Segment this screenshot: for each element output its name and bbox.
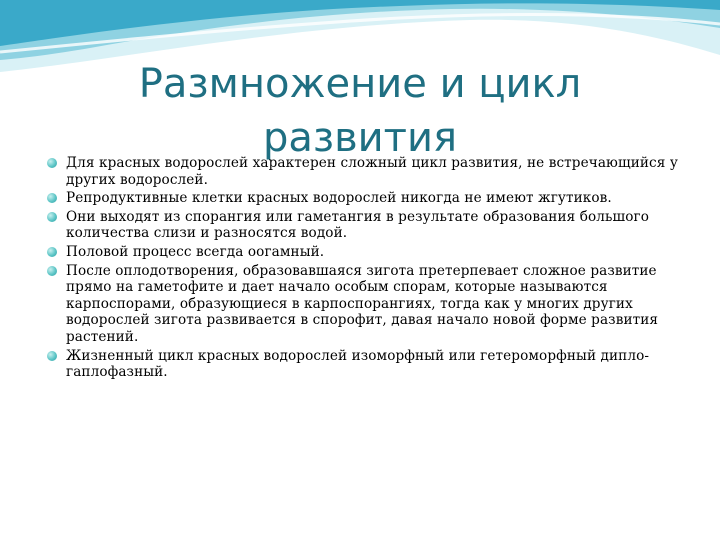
bullet-item: [46, 263, 686, 346]
bullet-text: Половой процесс всегда оогамный.: [66, 243, 325, 260]
bullet-text: Они выходят из спорангия или гаметангия в результате образования большого количества слизи и разносятся водой.: [66, 208, 650, 242]
title-line-2: развития: [262, 114, 458, 161]
bullet-item: [46, 209, 686, 242]
bullet-dot-icon: [47, 247, 57, 257]
bullet-dot-icon: [47, 266, 57, 276]
slide-title: [80, 57, 640, 165]
bullet-text: Для красных водорослей характерен сложный цикл развития, не встречающийся у других водорослей.: [66, 155, 678, 188]
bullet-text: После оплодотворения, образовавшаяся зигота претерпевает сложное развитие прямо на гаметофите и дает начало особым спорам, которые называются карпоспорами, образующиеся в карпоспорангиях, тогда как у многих других водорослей зигота развивается в спорофит, давая начало новой форме развития растений.: [66, 262, 659, 345]
bullet-dot-icon: [47, 351, 57, 361]
bullet-dot-icon: [47, 193, 57, 203]
bullet-item: [46, 348, 686, 381]
bullet-item: [46, 155, 686, 188]
bullet-dot-icon: [47, 158, 57, 168]
bullet-item: [46, 190, 686, 207]
bullet-dot-icon: [47, 212, 57, 222]
bullet-item: [46, 244, 686, 261]
bullet-list: [46, 155, 686, 383]
title-line-1: Размножение и цикл: [138, 60, 582, 107]
bullet-text: Репродуктивные клетки красных водорослей никогда не имеют жгутиков.: [66, 190, 612, 207]
bullet-text: Жизненный цикл красных водорослей изоморфный или гетероморфный дипло-гаплофазный.: [66, 347, 650, 381]
